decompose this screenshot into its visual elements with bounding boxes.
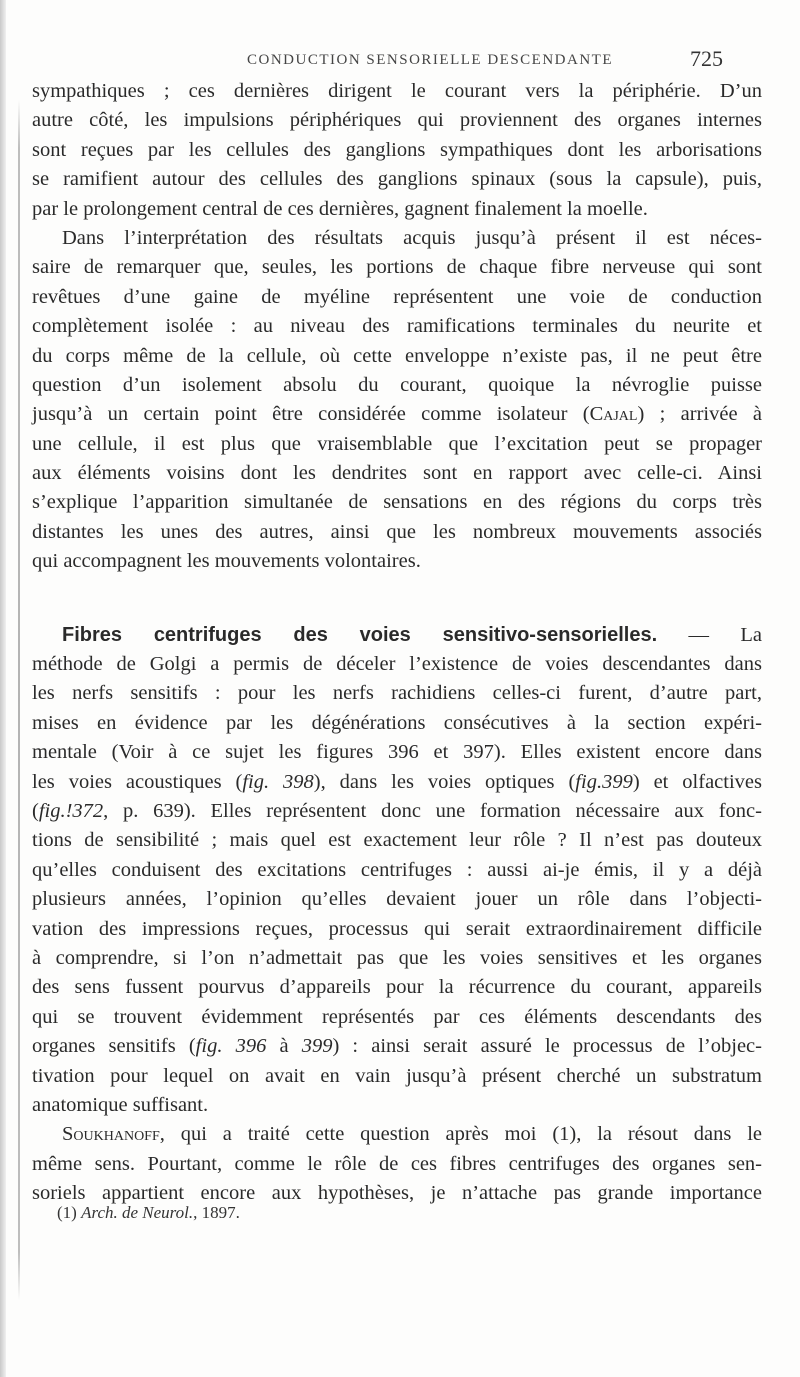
text-line: aux éléments voisins dont les dendrites sont en rapport avec celle-ci. Ainsi (32, 462, 762, 485)
text-line: du corps même de la cellule, où cette enveloppe n’existe pas, il ne peut être (32, 344, 762, 367)
text-span: ) et olfactives (632, 770, 762, 793)
footnote-marker: (1) (57, 1203, 82, 1222)
text-span: ( (32, 799, 39, 822)
text-line: mises en évidence par les dégénérations consécutives à la section expéri- (32, 711, 762, 734)
text-line: vation des impressions reçues, processus qui serait extraordinairement difficile (32, 917, 762, 940)
text-span: organes sensitifs ( (32, 1035, 196, 1058)
paragraph-1 (32, 77, 762, 224)
text-line (32, 400, 762, 429)
text-line: sympathiques ; ces dernières dirigent le courant vers la périphérie. D’un (32, 80, 762, 102)
figure-reference: fig.!372 (38, 799, 104, 822)
margin-rule (18, 100, 20, 1300)
text-line: à comprendre, si l’on n’admettait pas que les voies sensitives et les organes (32, 946, 762, 969)
author-name: Soukhanoff (62, 1123, 160, 1146)
author-name: Cajal (589, 403, 638, 426)
figure-reference: fig.399 (575, 770, 633, 793)
text-line: même sens. Pourtant, comme le rôle de ces fibres centrifuges des organes sen- (32, 1152, 762, 1175)
text-line: revêtues d’une gaine de myéline représentent une voie de conduction (32, 285, 762, 308)
text-line: saire de remarquer que, seules, les portions de chaque fibre nerveuse qui sont (32, 256, 762, 279)
text-line (32, 1032, 762, 1061)
text-line: sont reçues par les cellules des ganglions sympathiques dont les arborisations (32, 138, 762, 161)
page-binding-edge (0, 0, 6, 1377)
text-span: jusqu’à un certain point être considérée comme isolateur ( (32, 403, 590, 426)
text-line (32, 768, 762, 797)
footnote (57, 1203, 240, 1223)
figure-reference: fig. 396 (195, 1035, 267, 1058)
text-span: , p. 639). Elles représentent donc une formation nécessaire aux fonc- (103, 799, 762, 822)
text-line: soriels appartient encore aux hypothèses, je n’attache pas grande importance (32, 1182, 762, 1205)
text-line: par le prolongement central de ces dernières, gagnent finalement la moelle. (32, 197, 648, 220)
text-line: question d’un isolement absolu du courant, quoique la névroglie puisse (32, 373, 762, 396)
text-line: Dans l’interprétation des résultats acquis jusqu’à présent il est néces- (62, 226, 762, 249)
text-line: qu’elles conduisent des excitations centrifuges : aussi ai-je émis, il y a déjà (32, 858, 762, 881)
text-span: , qui a traité cette question après moi (1), la résout dans le (159, 1123, 762, 1146)
text-line: autre côté, les impulsions périphériques qui proviennent des organes internes (32, 109, 762, 132)
text-line: méthode de Golgi a permis de déceler l’existence de voies descendantes dans (32, 653, 762, 676)
text-span: ), dans les voies optiques ( (313, 770, 576, 793)
running-title: CONDUCTION SENSORIELLE DESCENDANTE (247, 52, 613, 68)
section-heading: Fibres centrifuges des voies sensitivo-sensorielles. (62, 623, 658, 646)
text-line: mentale (Voir à ce sujet les figures 396 et 397). Elles existent encore dans (32, 741, 762, 764)
text-line: anatomique suffisant. (32, 1093, 209, 1116)
text-line (32, 1120, 762, 1149)
paragraph-2 (32, 224, 762, 577)
paragraph-4 (32, 1120, 762, 1208)
footnote-journal: Arch. de Neurol. (81, 1203, 194, 1222)
text-line: complètement isolée : au niveau des ramifications terminales du neurite et (32, 315, 762, 338)
text-span: ) ; arrivée à (637, 403, 762, 426)
text-line: qui se trouvent évidemment représentés par ces éléments descendants des (32, 1005, 762, 1028)
text-line: les nerfs sensitifs : pour les nerfs rachidiens celles-ci furent, d’autre part, (32, 682, 762, 705)
text-span: — La (657, 623, 763, 646)
text-line (32, 797, 762, 826)
figure-reference: fig. 398 (242, 770, 314, 793)
paragraph-3 (32, 621, 762, 1121)
text-line: s’explique l’apparition simultanée de sensations en des régions du corps très (32, 491, 762, 514)
text-line: se ramifient autour des cellules des ganglions spinaux (sous la capsule), puis, (32, 168, 762, 191)
text-span: à (266, 1035, 302, 1058)
body-text (32, 77, 762, 1208)
text-line: distantes les unes des autres, ainsi que les nombreux mouvements associés (32, 520, 762, 543)
figure-reference: 399 (301, 1035, 333, 1058)
text-line: tivation pour lequel on avait en vain jusqu’à présent cherché un substratum (32, 1064, 762, 1087)
text-span: ) : ainsi serait assuré le processus de l’objec- (332, 1035, 762, 1058)
section-gap (32, 577, 762, 621)
text-line (32, 621, 762, 650)
footnote-year: , 1897. (193, 1203, 240, 1222)
text-line: des sens fussent pourvus d’appareils pour la récurrence du courant, appareils (32, 976, 762, 999)
text-span: les voies acoustiques ( (32, 770, 243, 793)
text-line: une cellule, il est plus que vraisemblable que l’excitation peut se propager (32, 432, 762, 455)
text-line: plusieurs années, l’opinion qu’elles devaient jouer un rôle dans l’objecti- (32, 888, 762, 911)
page-number: 725 (690, 46, 723, 71)
running-head (0, 52, 800, 69)
text-line: tions de sensibilité ; mais quel est exactement leur rôle ? Il n’est pas douteux (32, 829, 762, 852)
text-line: qui accompagnent les mouvements volontaires. (32, 550, 421, 573)
